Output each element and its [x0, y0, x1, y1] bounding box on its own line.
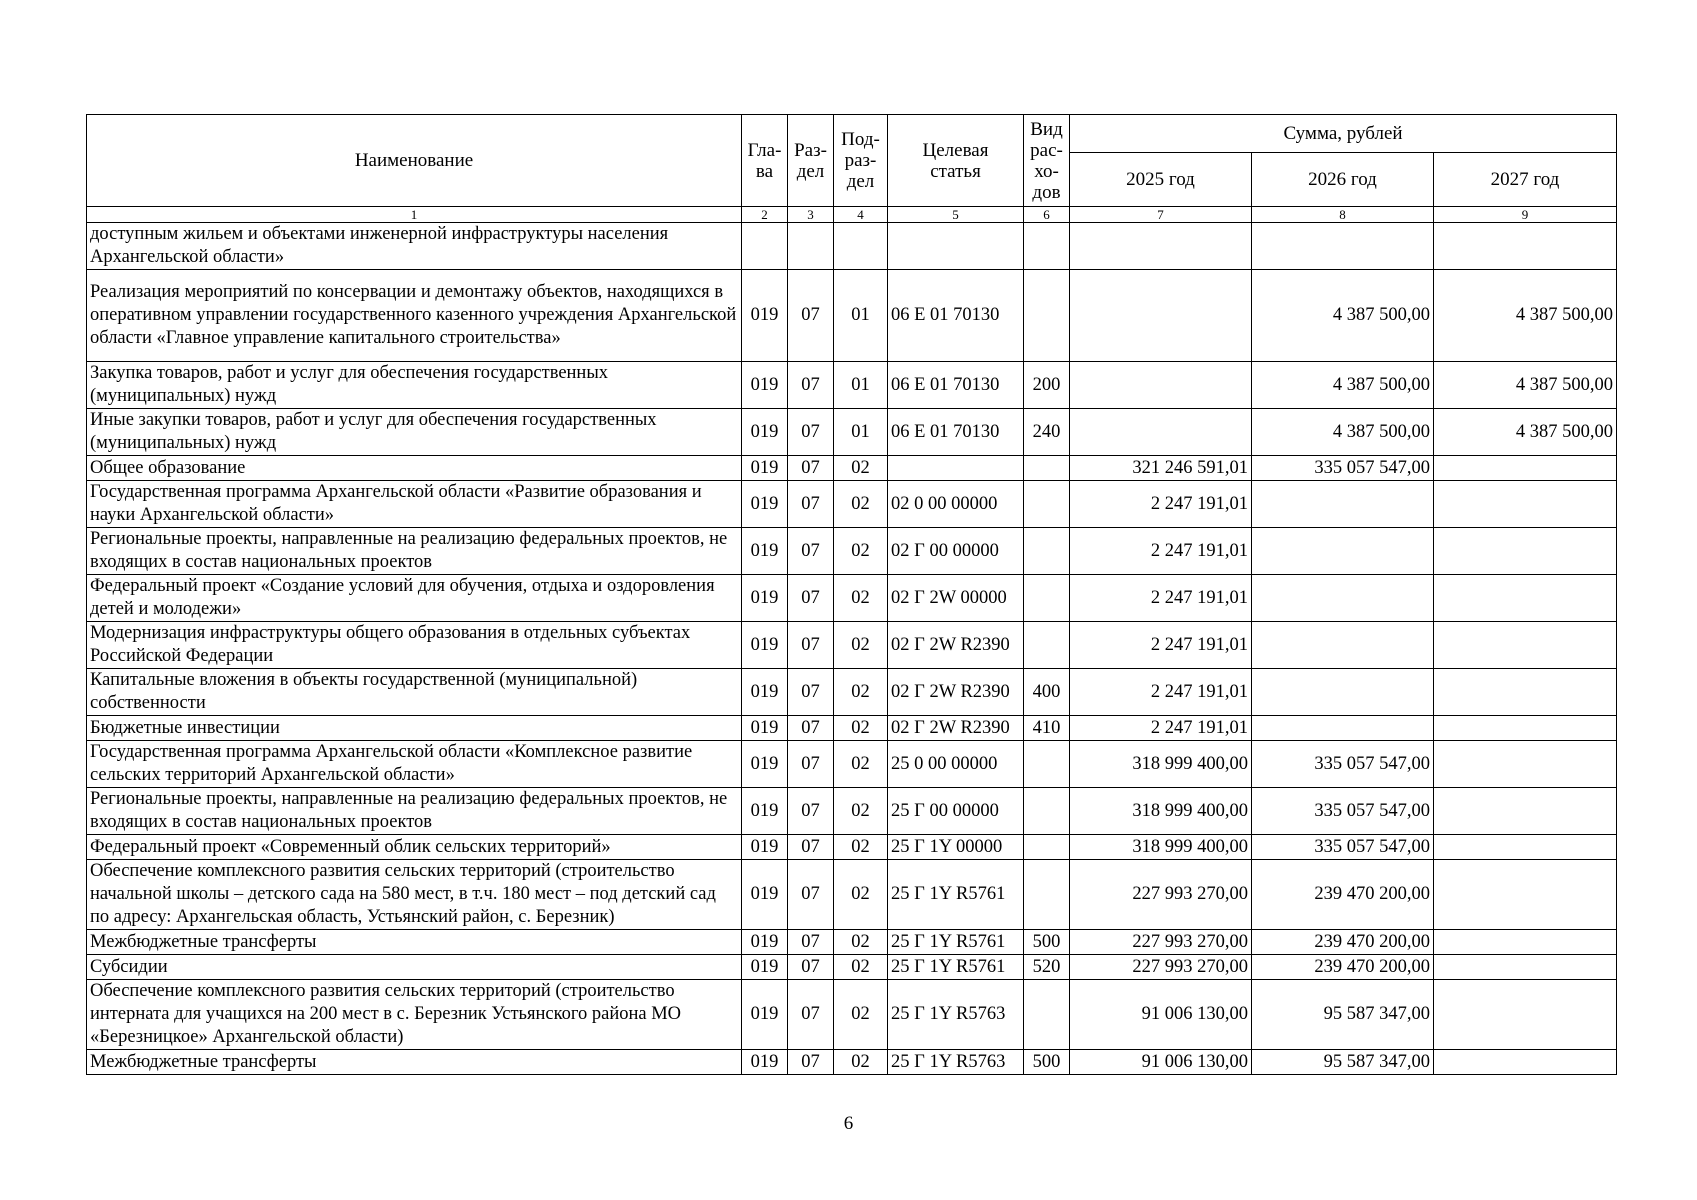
row-sum-2025: 2 247 191,01 — [1070, 575, 1252, 622]
row-subsection — [834, 223, 888, 270]
table-row — [87, 835, 1617, 860]
header-subsection: Под- раз- дел — [834, 115, 888, 207]
row-chapter: 019 — [742, 481, 788, 528]
table-row — [87, 788, 1617, 835]
header-name: Наименование — [87, 115, 742, 207]
row-section: 07 — [788, 930, 834, 955]
row-sum-2026 — [1252, 716, 1434, 741]
row-subsection: 02 — [834, 980, 888, 1050]
row-chapter: 019 — [742, 362, 788, 409]
row-chapter: 019 — [742, 270, 788, 362]
row-sum-2027 — [1434, 528, 1617, 575]
row-sum-2027 — [1434, 575, 1617, 622]
row-expense-type: 500 — [1024, 930, 1070, 955]
row-subsection: 02 — [834, 955, 888, 980]
row-target-article: 02 Г 2W 00000 — [888, 575, 1024, 622]
row-sum-2025: 227 993 270,00 — [1070, 955, 1252, 980]
table-row — [87, 270, 1617, 362]
table-row — [87, 669, 1617, 716]
row-subsection: 01 — [834, 362, 888, 409]
row-expense-type — [1024, 860, 1070, 930]
row-sum-2026: 95 587 347,00 — [1252, 1050, 1434, 1075]
column-number: 8 — [1252, 207, 1434, 223]
row-name: Федеральный проект «Современный облик сельских территорий» — [87, 835, 742, 860]
row-subsection: 01 — [834, 409, 888, 456]
row-sum-2027 — [1434, 716, 1617, 741]
row-name: Капитальные вложения в объекты государственной (муниципальной) собственности — [87, 669, 742, 716]
row-name: Межбюджетные трансферты — [87, 1050, 742, 1075]
row-target-article: 02 Г 2W R2390 — [888, 716, 1024, 741]
row-sum-2026 — [1252, 575, 1434, 622]
row-target-article: 25 Г 1Y R5761 — [888, 955, 1024, 980]
row-chapter: 019 — [742, 575, 788, 622]
row-sum-2025: 2 247 191,01 — [1070, 669, 1252, 716]
row-expense-type — [1024, 622, 1070, 669]
row-expense-type — [1024, 223, 1070, 270]
row-name: Обеспечение комплексного развития сельских территорий (строительство интерната для учащихся на 200 мест в с. Березник Устьянского района МО «Березницкое» Архангельской области) — [87, 980, 742, 1050]
row-subsection: 02 — [834, 788, 888, 835]
row-target-article: 25 Г 1Y R5763 — [888, 980, 1024, 1050]
row-target-article — [888, 223, 1024, 270]
row-subsection: 02 — [834, 669, 888, 716]
row-sum-2026: 4 387 500,00 — [1252, 362, 1434, 409]
table-row — [87, 528, 1617, 575]
row-sum-2025: 318 999 400,00 — [1070, 788, 1252, 835]
row-section: 07 — [788, 456, 834, 481]
row-sum-2025 — [1070, 362, 1252, 409]
table-row — [87, 223, 1617, 270]
table-row — [87, 409, 1617, 456]
row-sum-2025: 227 993 270,00 — [1070, 860, 1252, 930]
row-name: Региональные проекты, направленные на реализацию федеральных проектов, не входящих в состав национальных проектов — [87, 528, 742, 575]
row-sum-2025: 91 006 130,00 — [1070, 980, 1252, 1050]
row-target-article: 06 Е 01 70130 — [888, 362, 1024, 409]
row-name: Федеральный проект «Создание условий для обучения, отдыха и оздоровления детей и молодежи» — [87, 575, 742, 622]
row-sum-2025 — [1070, 223, 1252, 270]
row-name: доступным жильем и объектами инженерной инфраструктуры населения Архангельской области» — [87, 223, 742, 270]
row-expense-type: 200 — [1024, 362, 1070, 409]
row-expense-type — [1024, 528, 1070, 575]
row-target-article: 25 Г 1Y R5763 — [888, 1050, 1024, 1075]
row-expense-type — [1024, 788, 1070, 835]
row-chapter: 019 — [742, 955, 788, 980]
row-chapter: 019 — [742, 1050, 788, 1075]
row-name: Иные закупки товаров, работ и услуг для обеспечения государственных (муниципальных) нужд — [87, 409, 742, 456]
row-section: 07 — [788, 669, 834, 716]
row-section: 07 — [788, 741, 834, 788]
row-sum-2027 — [1434, 930, 1617, 955]
header-year-2025: 2025 год — [1070, 153, 1252, 207]
row-section: 07 — [788, 481, 834, 528]
row-target-article: 25 Г 1Y R5761 — [888, 860, 1024, 930]
column-number: 3 — [788, 207, 834, 223]
row-subsection: 02 — [834, 716, 888, 741]
row-subsection: 02 — [834, 456, 888, 481]
page-number: 6 — [843, 1113, 854, 1134]
row-section: 07 — [788, 716, 834, 741]
row-subsection: 02 — [834, 528, 888, 575]
row-target-article: 25 0 00 00000 — [888, 741, 1024, 788]
row-name: Региональные проекты, направленные на реализацию федеральных проектов, не входящих в состав национальных проектов — [87, 788, 742, 835]
budget-table — [86, 114, 1617, 1075]
row-expense-type — [1024, 980, 1070, 1050]
row-sum-2027 — [1434, 1050, 1617, 1075]
row-target-article: 06 Е 01 70130 — [888, 270, 1024, 362]
row-subsection: 01 — [834, 270, 888, 362]
row-sum-2027 — [1434, 980, 1617, 1050]
row-sum-2026: 239 470 200,00 — [1252, 930, 1434, 955]
row-sum-2027 — [1434, 456, 1617, 481]
row-chapter: 019 — [742, 409, 788, 456]
row-sum-2026 — [1252, 223, 1434, 270]
header-section: Раз- дел — [788, 115, 834, 207]
row-section: 07 — [788, 622, 834, 669]
row-name: Субсидии — [87, 955, 742, 980]
row-sum-2026 — [1252, 528, 1434, 575]
column-number-row — [87, 207, 1617, 223]
row-section: 07 — [788, 362, 834, 409]
row-sum-2026: 335 057 547,00 — [1252, 741, 1434, 788]
row-expense-type — [1024, 456, 1070, 481]
row-target-article: 02 Г 00 00000 — [888, 528, 1024, 575]
header-expense-type: Вид рас- хо- дов — [1024, 115, 1070, 207]
row-sum-2027 — [1434, 481, 1617, 528]
row-sum-2025: 227 993 270,00 — [1070, 930, 1252, 955]
row-sum-2027 — [1434, 669, 1617, 716]
row-sum-2026: 335 057 547,00 — [1252, 788, 1434, 835]
row-expense-type: 500 — [1024, 1050, 1070, 1075]
row-sum-2027 — [1434, 741, 1617, 788]
row-name: Обеспечение комплексного развития сельских территорий (строительство начальной школы – детского сада на 580 мест, в т.ч. 180 мест – под детский сад по адресу: Архангельская область, Устьянский район, с. Березник) — [87, 860, 742, 930]
row-sum-2025 — [1070, 409, 1252, 456]
row-sum-2025 — [1070, 270, 1252, 362]
row-section: 07 — [788, 528, 834, 575]
column-number: 5 — [888, 207, 1024, 223]
row-target-article: 06 Е 01 70130 — [888, 409, 1024, 456]
row-target-article: 02 0 00 00000 — [888, 481, 1024, 528]
row-chapter: 019 — [742, 788, 788, 835]
row-target-article: 25 Г 00 00000 — [888, 788, 1024, 835]
row-sum-2026: 239 470 200,00 — [1252, 955, 1434, 980]
row-section: 07 — [788, 270, 834, 362]
row-section: 07 — [788, 955, 834, 980]
row-chapter: 019 — [742, 528, 788, 575]
row-subsection: 02 — [834, 622, 888, 669]
row-subsection: 02 — [834, 741, 888, 788]
column-number: 7 — [1070, 207, 1252, 223]
table-row — [87, 1050, 1617, 1075]
column-number: 4 — [834, 207, 888, 223]
row-expense-type — [1024, 270, 1070, 362]
row-section: 07 — [788, 575, 834, 622]
row-chapter: 019 — [742, 930, 788, 955]
row-sum-2027 — [1434, 223, 1617, 270]
row-chapter: 019 — [742, 980, 788, 1050]
row-sum-2027: 4 387 500,00 — [1434, 362, 1617, 409]
table-row — [87, 456, 1617, 481]
row-name: Общее образование — [87, 456, 742, 481]
row-sum-2025: 2 247 191,01 — [1070, 528, 1252, 575]
row-sum-2027 — [1434, 860, 1617, 930]
row-expense-type — [1024, 481, 1070, 528]
row-chapter: 019 — [742, 669, 788, 716]
row-subsection: 02 — [834, 930, 888, 955]
row-target-article: 02 Г 2W R2390 — [888, 669, 1024, 716]
row-name: Закупка товаров, работ и услуг для обеспечения государственных (муниципальных) нужд — [87, 362, 742, 409]
row-sum-2027: 4 387 500,00 — [1434, 270, 1617, 362]
row-section: 07 — [788, 980, 834, 1050]
row-sum-2027 — [1434, 622, 1617, 669]
table-row — [87, 622, 1617, 669]
row-target-article: 25 Г 1Y R5761 — [888, 930, 1024, 955]
row-sum-2026: 335 057 547,00 — [1252, 456, 1434, 481]
column-number: 6 — [1024, 207, 1070, 223]
row-expense-type — [1024, 575, 1070, 622]
row-sum-2026: 4 387 500,00 — [1252, 270, 1434, 362]
table-row — [87, 481, 1617, 528]
table-row — [87, 955, 1617, 980]
row-name: Реализация мероприятий по консервации и демонтажу объектов, находящихся в оперативном управлении государственного казенного учреждения Архангельской области «Главное управление капитального строительства» — [87, 270, 742, 362]
row-name: Бюджетные инвестиции — [87, 716, 742, 741]
table-row — [87, 930, 1617, 955]
row-section — [788, 223, 834, 270]
row-sum-2026: 95 587 347,00 — [1252, 980, 1434, 1050]
row-section: 07 — [788, 835, 834, 860]
column-number: 1 — [87, 207, 742, 223]
row-expense-type: 240 — [1024, 409, 1070, 456]
row-name: Государственная программа Архангельской области «Комплексное развитие сельских территорий Архангельской области» — [87, 741, 742, 788]
row-chapter: 019 — [742, 622, 788, 669]
header-year-2026: 2026 год — [1252, 153, 1434, 207]
row-sum-2025: 91 006 130,00 — [1070, 1050, 1252, 1075]
row-sum-2026 — [1252, 669, 1434, 716]
row-name: Межбюджетные трансферты — [87, 930, 742, 955]
row-expense-type — [1024, 741, 1070, 788]
row-sum-2027: 4 387 500,00 — [1434, 409, 1617, 456]
row-expense-type: 520 — [1024, 955, 1070, 980]
row-name: Государственная программа Архангельской области «Развитие образования и науки Архангельской области» — [87, 481, 742, 528]
row-sum-2025: 2 247 191,01 — [1070, 481, 1252, 528]
row-expense-type: 410 — [1024, 716, 1070, 741]
row-sum-2025: 318 999 400,00 — [1070, 741, 1252, 788]
table-row — [87, 860, 1617, 930]
row-subsection: 02 — [834, 835, 888, 860]
row-target-article: 02 Г 2W R2390 — [888, 622, 1024, 669]
column-number: 9 — [1434, 207, 1617, 223]
header-year-2027: 2027 год — [1434, 153, 1617, 207]
row-subsection: 02 — [834, 1050, 888, 1075]
table-row — [87, 980, 1617, 1050]
row-section: 07 — [788, 860, 834, 930]
row-subsection: 02 — [834, 575, 888, 622]
row-sum-2025: 321 246 591,01 — [1070, 456, 1252, 481]
table-row — [87, 716, 1617, 741]
table-row — [87, 741, 1617, 788]
column-number: 2 — [742, 207, 788, 223]
row-sum-2026: 335 057 547,00 — [1252, 835, 1434, 860]
row-chapter: 019 — [742, 716, 788, 741]
row-name: Модернизация инфраструктуры общего образования в отдельных субъектах Российской Федерации — [87, 622, 742, 669]
row-sum-2027 — [1434, 835, 1617, 860]
row-chapter: 019 — [742, 456, 788, 481]
row-sum-2027 — [1434, 955, 1617, 980]
header-target-article: Целевая статья — [888, 115, 1024, 207]
row-chapter — [742, 223, 788, 270]
header-sum-group: Сумма, рублей — [1070, 115, 1617, 153]
table-header — [87, 115, 1617, 223]
row-sum-2025: 2 247 191,01 — [1070, 622, 1252, 669]
row-sum-2026: 4 387 500,00 — [1252, 409, 1434, 456]
row-sum-2026 — [1252, 622, 1434, 669]
row-sum-2026 — [1252, 481, 1434, 528]
row-target-article: 25 Г 1Y 00000 — [888, 835, 1024, 860]
row-sum-2027 — [1434, 788, 1617, 835]
row-subsection: 02 — [834, 860, 888, 930]
row-target-article — [888, 456, 1024, 481]
row-chapter: 019 — [742, 860, 788, 930]
row-expense-type: 400 — [1024, 669, 1070, 716]
table-row — [87, 362, 1617, 409]
row-expense-type — [1024, 835, 1070, 860]
row-subsection: 02 — [834, 481, 888, 528]
table-body — [87, 223, 1617, 1075]
row-section: 07 — [788, 1050, 834, 1075]
header-chapter: Гла- ва — [742, 115, 788, 207]
row-section: 07 — [788, 409, 834, 456]
row-chapter: 019 — [742, 835, 788, 860]
row-sum-2025: 318 999 400,00 — [1070, 835, 1252, 860]
table-row — [87, 575, 1617, 622]
row-chapter: 019 — [742, 741, 788, 788]
row-sum-2026: 239 470 200,00 — [1252, 860, 1434, 930]
row-sum-2025: 2 247 191,01 — [1070, 716, 1252, 741]
row-section: 07 — [788, 788, 834, 835]
